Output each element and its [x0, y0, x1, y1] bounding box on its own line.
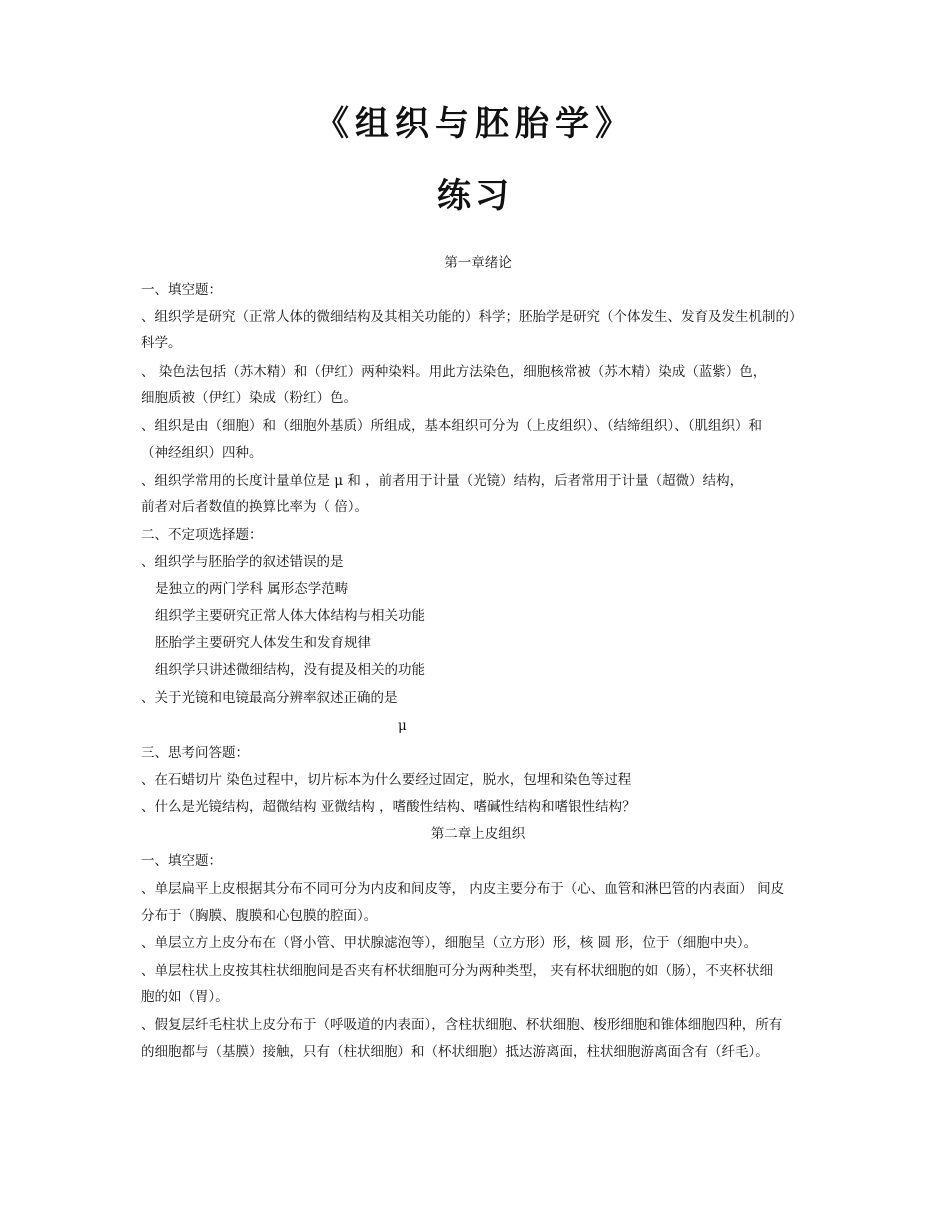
document-subtitle: 练习 — [437, 176, 513, 216]
text-line: 、假复层纤毛柱状上皮分布于（呼吸道的内表面），含柱状细胞、杯状细胞、梭形细胞和锥体细胞四种，所有 — [141, 1017, 783, 1033]
text-line: 细胞质被（伊红）染成（粉红）色。 — [141, 390, 357, 406]
text-line: 科学。 — [141, 335, 182, 351]
text-line: 、组织学是研究（正常人体的微细结构及其相关功能的）科学；胚胎学是研究（个体发生、发育及发生机制的） — [141, 309, 803, 325]
section-heading: 三、思考问答题： — [141, 745, 249, 761]
option-line: 组织学主要研究正常人体大体结构与相关功能 — [155, 608, 425, 624]
option-line: 组织学只讲述微细结构，没有提及相关的功能 — [155, 662, 425, 678]
option-line: μ — [398, 718, 407, 734]
text-line: （神经组织）四种。 — [141, 445, 263, 461]
chapter-heading: 第一章绪论 — [444, 255, 512, 271]
question-line: 、什么是光镜结构，超微结构 亚微结构 ，嗜酸性结构、嗜碱性结构和嗜银性结构？ — [141, 799, 636, 815]
chapter-heading: 第二章上皮组织 — [430, 826, 526, 842]
question-line: 、在石蜡切片 染色过程中，切片标本为什么要经过固定，脱水，包埋和染色等过程 — [141, 772, 632, 788]
question-line: 、关于光镜和电镜最高分辨率叙述正确的是 — [141, 690, 398, 706]
section-heading: 一、填空题： — [141, 853, 222, 869]
section-heading: 一、填空题： — [141, 282, 222, 298]
section-heading: 二、不定项选择题： — [141, 527, 263, 543]
text-line: 分布于（胸膜、腹膜和心包膜的腔面）。 — [141, 908, 378, 924]
text-line: 的细胞都与（基膜）接触，只有（柱状细胞）和（杯状细胞）抵达游离面，柱状细胞游离面含有（纤毛）。 — [141, 1044, 769, 1060]
text-line: 、单层柱状上皮按其柱状细胞间是否夹有杯状细胞可分为两种类型， 夹有杯状细胞的如（肠），不夹杯状细 — [141, 963, 774, 979]
question-line: 、组织学与胚胎学的叙述错误的是 — [141, 554, 344, 570]
text-line: 胞的如（胃）。 — [141, 989, 229, 1005]
text-line: 前者对后者数值的换算比率为（ 倍）。 — [141, 499, 369, 515]
document-title: 《组织与胚胎学》 — [315, 104, 635, 144]
text-line: 、组织是由（细胞）和（细胞外基质）所组成，基本组织可分为（上皮组织）、（结缔组织）、（肌组织）和 — [141, 418, 762, 434]
text-line: 、组织学常用的长度计量单位是 μ 和 ，前者用于计量（光镜）结构，后者常用于计量（超微）结构， — [141, 473, 744, 489]
text-line: 、 染色法包括（苏木精）和（伊红）两种染料。用此方法染色，细胞核常被（苏木精）染成（蓝紫）色， — [141, 364, 767, 380]
text-line: 、单层扁平上皮根据其分布不同可分为内皮和间皮等， 内皮主要分布于（心、血管和淋巴管的内表面） 间皮 — [141, 881, 785, 897]
option-line: 胚胎学主要研究人体发生和发育规律 — [155, 635, 371, 651]
text-line: 、单层立方上皮分布在（肾小管、甲状腺滤泡等），细胞呈（立方形）形，核 圆 形，位于（细胞中央）。 — [141, 935, 758, 951]
option-line: 是独立的两门学科 属形态学范畴 — [155, 581, 349, 597]
